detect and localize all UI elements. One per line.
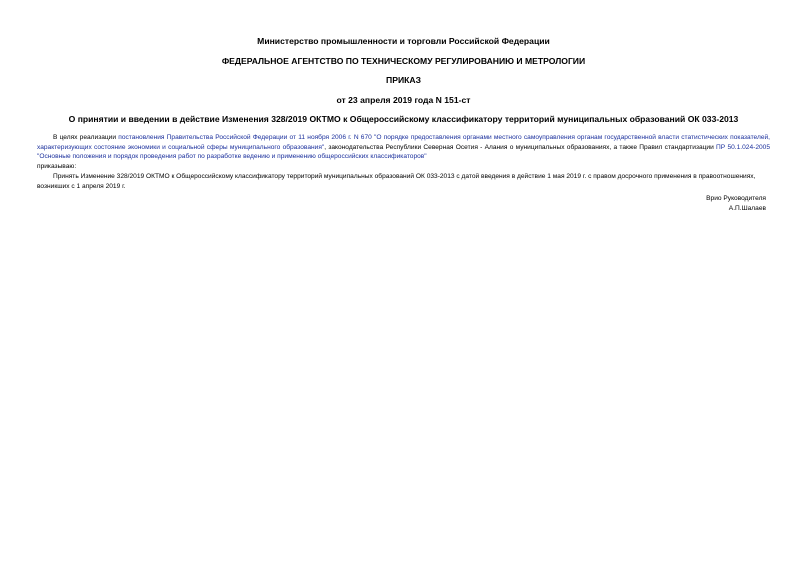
order-word: приказываю: (37, 163, 77, 170)
standardization-rules-link[interactable]: ПР 50.1.024-2005 "Основные положения и порядок проведения работ по разработке ведению и применению общероссийских классификаторов" (37, 143, 770, 161)
order-text: Принять Изменение 328/2019 ОКТМО к Общероссийскому классификатору территорий муниципальных образований ОК 033-2013 с датой введения в действие 1 мая 2019 г. с правом досрочного применения в правоотношениях, возникших с 1 апреля 2019 г. (37, 173, 756, 190)
preamble-start-text: В целях реализации (53, 134, 119, 141)
document-date-number: от 23 апреля 2019 года N 151-ст (336, 95, 471, 105)
government-decree-link[interactable]: постановления Правительства Российской Федерации от 11 ноября 2006 г. N 670 "О порядке предоставления органами местного самоуправления органам государственной власти статистических показателей, характеризующих состояние экономики и социальной сферы муниципального образования" (37, 134, 771, 151)
document-title: О принятии и введении в действие Изменения 328/2019 ОКТМО к Общероссийскому классификатору территорий муниципальных образований ОК 033-2013 (68, 114, 739, 124)
agency-name: ФЕДЕРАЛЬНОЕ АГЕНТСТВО ПО ТЕХНИЧЕСКОМУ РЕГУЛИРОВАНИЮ И МЕТРОЛОГИИ (221, 56, 586, 66)
preamble-paragraph (37, 133, 770, 162)
preamble-middle-text: , законодательства Республики Северная Осетия - Алания о муниципальных образованиях, а также Правил стандартизации (324, 143, 717, 151)
ministry-name: Министерство промышленности и торговли Российской Федерации (257, 36, 550, 46)
order-paragraph (37, 172, 770, 191)
document-type: ПРИКАЗ (386, 75, 421, 85)
signatory-position: Врио Руководителя (706, 195, 766, 202)
signatory-name: А.П.Шалаев (728, 205, 766, 212)
